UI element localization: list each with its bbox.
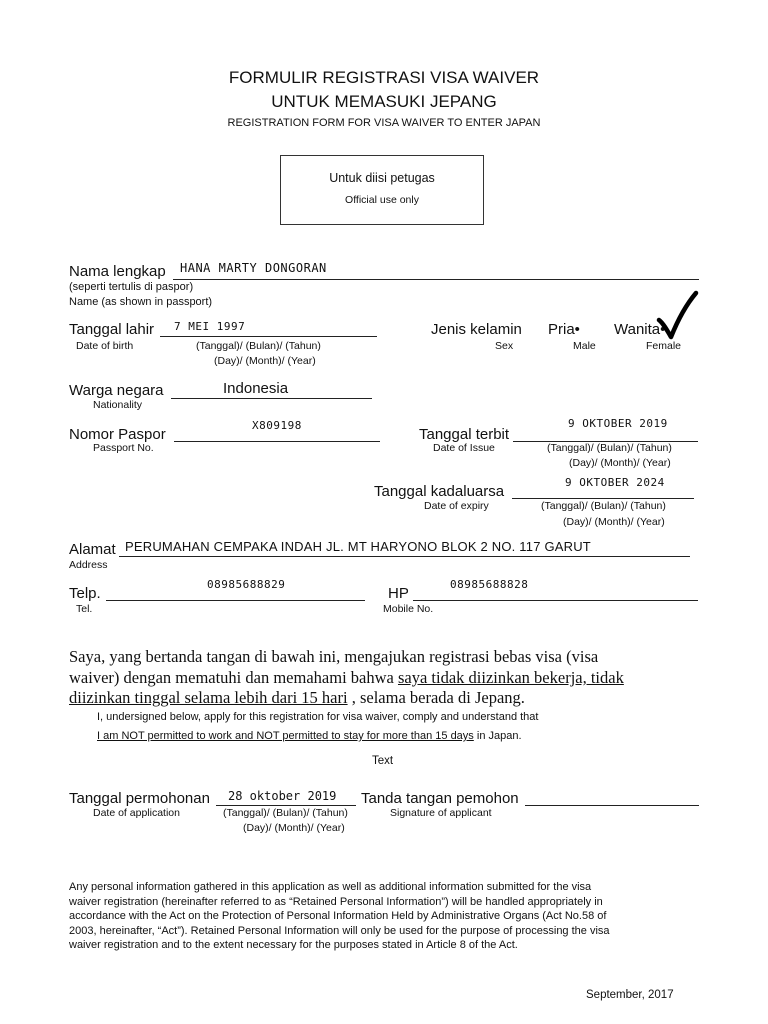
privacy-line2: waiver registration (hereinafter referred to as “Retained Personal Information”) will be handled appropriately in [69,895,603,908]
declaration-en-line2-underlined: I am NOT permitted to work and NOT permitted to stay for more than 15 days [97,730,474,742]
declaration-en-line1: I, undersigned below, apply for this registration for visa waiver, comply and understand that [97,711,539,723]
issue-label: Tanggal terbit [419,426,510,443]
name-label: Nama lengkap [69,263,166,280]
hp-label-en: Mobile No. [383,603,434,615]
declaration-id-line2-plain: waiver) dengan mematuhi dan memahami bahwa [69,668,398,687]
declaration-id-line2-underlined: saya tidak diizinkan bekerja, tidak [397,668,624,687]
issue-label-en: Date of Issue [433,442,495,454]
expiry-format: (Tanggal)/ (Bulan)/ (Tahun) [541,500,666,512]
birth-format: (Tanggal)/ (Bulan)/ (Tahun) [196,340,321,352]
privacy-notice [69,880,699,953]
application-date-line [216,805,356,806]
sex-option-male[interactable]: Pria• [548,321,580,338]
stray-text: Text [372,755,394,767]
application-date-format-en: (Day)/ (Month)/ (Year) [243,822,345,834]
checkmark-icon [655,290,700,342]
birth-label-en: Date of birth [76,340,134,352]
tel-value[interactable]: 08985688829 [207,578,286,591]
declaration-id-line3-underlined: diizinkan tinggal selama lebih dari 15 hari [69,688,348,707]
form-title-line1: FORMULIR REGISTRASI VISA WAIVER [228,68,540,87]
issue-value[interactable]: 9 OKTOBER 2019 [568,417,668,430]
passport-label-en: Passport No. [93,442,154,454]
signature-label: Tanda tangan pemohon [361,790,519,807]
nationality-label-en: Nationality [93,399,143,411]
address-label: Alamat [69,541,116,558]
signature-line[interactable] [525,805,699,806]
application-date-format: (Tanggal)/ (Bulan)/ (Tahun) [223,807,348,819]
nationality-value[interactable]: Indonesia [223,380,289,397]
nationality-line [171,398,372,399]
birth-label: Tanggal lahir [69,321,155,338]
passport-line [174,441,380,442]
expiry-format-en: (Day)/ (Month)/ (Year) [563,516,665,528]
hp-label: HP [388,585,409,602]
address-label-en: Address [69,559,108,571]
form-title-line2: UNTUK MEMASUKI JEPANG [271,92,497,111]
privacy-line5: waiver registration and to the extent necessary for the purposes stated in Article 8 of the Act. [69,939,518,951]
application-date-label-en: Date of application [93,807,180,819]
footer-date: September, 2017 [586,989,674,1001]
application-date-value[interactable]: 28 oktober 2019 [228,789,337,803]
official-use-box [280,155,484,225]
issue-format-en: (Day)/ (Month)/ (Year) [569,457,671,469]
nationality-label: Warga negara [69,382,164,399]
birth-line [160,336,377,337]
privacy-line3: accordance with the Act on the Protection of Personal Information Held by Administrative Organs (Act No.58 of [69,910,607,922]
name-sub-label-en: Name (as shown in passport) [69,296,213,308]
declaration-id-line3-plain: , selama berada di Jepang. [347,688,525,707]
hp-value[interactable]: 08985688828 [450,578,529,591]
passport-value[interactable]: X809198 [252,419,302,432]
tel-label-en: Tel. [76,603,93,615]
sex-option-female-en: Female [646,340,682,352]
expiry-label-en: Date of expiry [424,500,489,512]
sex-label-en: Sex [495,340,514,352]
privacy-line1: Any personal information gathered in this application as well as additional information submitted for the visa [69,881,592,893]
tel-label: Telp. [69,585,101,602]
sex-option-female[interactable]: Wanita• [614,321,666,338]
application-date-label: Tanggal permohonan [69,790,210,807]
official-use-label-en: Official use only [345,194,419,206]
declaration-id-line2 [69,668,624,688]
address-line [119,556,690,557]
name-sub-label: (seperti tertulis di paspor) [69,281,194,293]
passport-label: Nomor Paspor [69,426,166,443]
official-use-label: Untuk diisi petugas [329,171,435,185]
address-value[interactable]: PERUMAHAN CEMPAKA INDAH JL. MT HARYONO BLOK 2 NO. 117 GARUT [125,539,591,554]
privacy-line4: 2003, hereinafter, “Act”). Retained Personal Information will only be used for the purpose of processing the visa [69,924,610,937]
expiry-value[interactable]: 9 OKTOBER 2024 [565,476,665,489]
declaration-en-line2 [97,730,522,742]
birth-format-en: (Day)/ (Month)/ (Year) [214,355,316,367]
name-line [173,279,699,280]
form-subtitle: REGISTRATION FORM FOR VISA WAIVER TO ENTER JAPAN [227,117,541,129]
birth-value[interactable]: 7 MEI 1997 [174,320,246,333]
sex-option-male-en: Male [573,340,596,352]
tel-line [106,600,365,601]
declaration-id-line3 [69,688,525,708]
declaration-id-line1: Saya, yang bertanda tangan di bawah ini, mengajukan registrasi bebas visa (visa [69,647,599,666]
hp-line [413,600,698,601]
sex-label: Jenis kelamin [431,321,522,338]
declaration-en-line2-plain: in Japan. [473,730,522,742]
signature-label-en: Signature of applicant [390,807,492,819]
expiry-label: Tanggal kadaluarsa [374,483,505,500]
issue-format: (Tanggal)/ (Bulan)/ (Tahun) [547,442,672,454]
name-value[interactable]: HANA MARTY DONGORAN [180,261,327,275]
expiry-line [512,498,694,499]
